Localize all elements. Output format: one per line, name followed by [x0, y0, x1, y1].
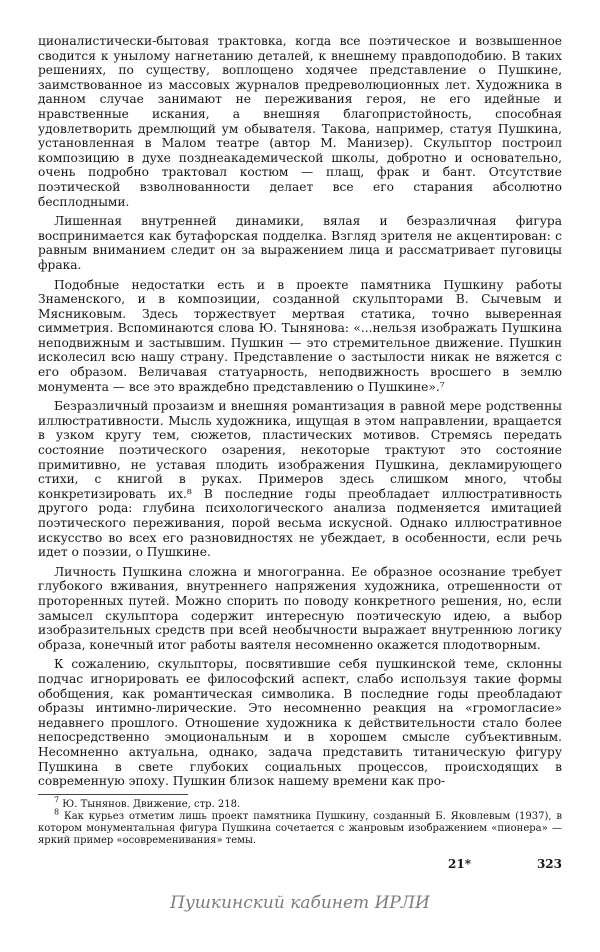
paragraph-2: Лишенная внутренней динамики, вялая и безразличная фигура воспринимается как бутафорская подделка. Взгляд зрителя не акцентирован: с равным вниманием следит он за выражением лица и рассматривает пуговицы фрака. [38, 214, 562, 272]
footnote-mark: 7 [54, 795, 60, 805]
footnote-text: Ю. Тынянов. Движение, стр. 218. [62, 798, 241, 810]
footnote-divider [38, 794, 188, 795]
watermark: Пушкинский кабинет ИРЛИ [170, 893, 430, 913]
paragraph-1: ционалистически-бытовая трактовка, когда все поэтическое и возвышенное сводится к унылому нагнетанию деталей, к внешнему правдоподобию. В таких решениях, по существу, воплощено ходячее представление о Пушкине, заимствованное из массовых журналов предреволюционных лет. Художника в данном случае занимают не переживания героя, не его идейные и нравственные искания, а внешняя благопристойность, способная удовлетворить дремлющий ум обывателя. Такова, например, статуя Пушкина, установленная в Малом театре (автор М. Манизер). Скульптор построил композицию в духе позднеакадемической школы, добротно и основательно, очень подробно трактовал костюм — плащ, фрак и бант. Отсутствие поэтической взволнованности делает все его старания абсолютно бесплодными. [38, 34, 562, 209]
page-body [38, 34, 562, 847]
footnote-8 [38, 807, 562, 847]
signature-mark: 21* [448, 857, 471, 871]
footnote-7 [38, 795, 562, 811]
footnote-mark: 8 [54, 807, 60, 817]
paragraph-5: Личность Пушкина сложна и многогранна. Ее образное осознание требует глубокого вживания, внутреннего напряжения художника, отрешенности от проторенных путей. Можно спорить по поводу конкретного решения, но, если замысел скульптора содержит интересную поэтическую идею, а выбор изобразительных средств при всей необычности выражает внутреннюю логику образа, конечный итог работы ваятеля несомненно окажется плодотворным. [38, 564, 562, 652]
paragraph-6: К сожалению, скульпторы, посвятившие себя пушкинской теме, склонны подчас игнорировать ее философский аспект, слабо используя такие формы обобщения, как романтическая символика. В последние годы преобладают образы интимно-лирические. Это несомненно реакция на «громогласие» недавнего прошлого. Отношение художника к действительности стало более непосредственно эмоциональным и в хорошем смысле субъективным. Несомненно актуальна, однако, задача представить титаническую фигуру Пушкина в свете глубоких социальных процессов, происходящих в современную эпоху. Пушкин близок нашему времени как про- [38, 657, 562, 789]
footnote-text: Как курьез отметим лишь проект памятника Пушкину, созданный Б. Яковлевым (1937), в котором монументальная фигура Пушкина сочетается с жанровым изображением «пионера» — яркий пример «осовременивания» темы. [38, 810, 562, 846]
paragraph-3: Подобные недостатки есть и в проекте памятника Пушкину работы Знаменского, и в композиции, созданной скульпторами В. Сычевым и Мясниковым. Здесь торжествует мертвая статика, точно выверенная симметрия. Вспоминаются слова Ю. Тынянова: «...нельзя изображать Пушкина неподвижным и застывшим. Пушкин — это стремительное движение. Пушкин исколесил всю нашу страну. Представление о застылости никак не вяжется с его образом. Величавая статуарность, неподвижность вросшего в землю монумента — все это враждебно представлению о Пушкине».⁷ [38, 277, 562, 394]
page-footer [38, 857, 562, 871]
page-number: 323 [536, 857, 562, 871]
paragraph-4: Безразличный прозаизм и внешняя романтизация в равной мере родственны иллюстративности. Мысль художника, ищущая в этом направлении, вращается в узком кругу тем, сюжетов, пластических мотивов. Стремясь передать состояние поэтического озарения, некоторые трактуют это состояние примитивно, не уставая плодить изображения Пушкина, декламирующего стихи, с книгой в руках. Примеров здесь слишком много, чтобы конкретизировать их.⁸ В последние годы преобладает иллюстративность другого рода: глубина психологического анализа подменяется имитацией поэтического переживания, порой весьма искусной. Однако иллюстративное искусство во всех его разновидностях не убеждает, в особенности, если речь идет о поэзии, о Пушкине. [38, 399, 562, 560]
